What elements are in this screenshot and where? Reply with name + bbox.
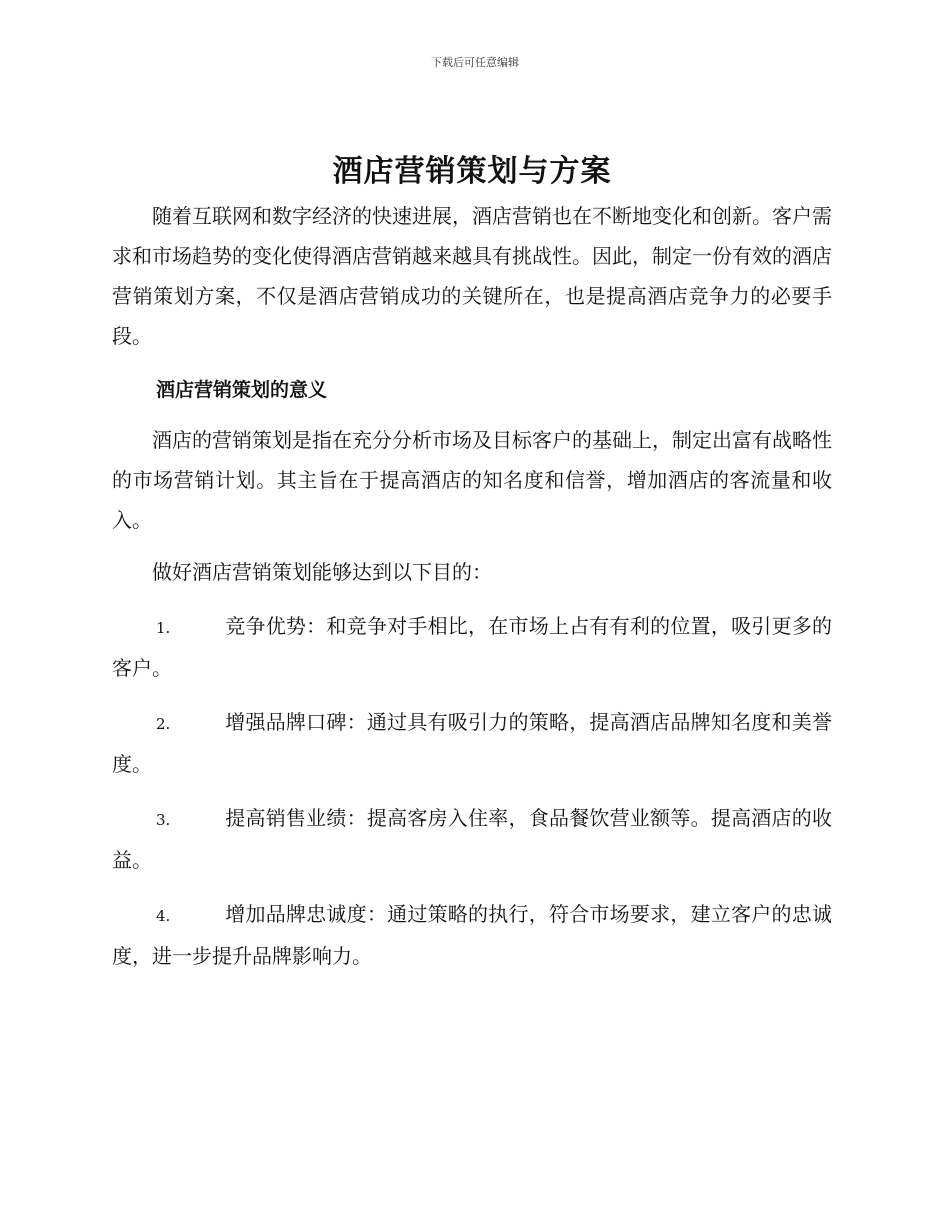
list-item [112,606,832,688]
goals-list [112,606,832,976]
list-item-number: 2. [156,715,171,733]
list-item-number: 3. [156,811,171,829]
header-note: 下载后可任意编辑 [431,56,519,69]
section-heading: 酒店营销策划的意义 [156,379,328,401]
list-item-text: 提高销售业绩：提高客房入住率，食品餐饮营业额等。提高酒店的收益。 [112,806,832,872]
section-paragraph: 酒店的营销策划是指在充分分析市场及目标客户的基础上，制定出富有战略性的市场营销计划。其主旨在于提高酒店的知名度和信誉，增加酒店的客流量和收入。 [112,428,832,532]
list-item [112,894,832,976]
list-item-number: 1. [156,619,171,637]
intro-paragraph: 随着互联网和数字经济的快速进展，酒店营销也在不断地变化和创新。客户需求和市场趋势的变化使得酒店营销越来越具有挑战性。因此，制定一份有效的酒店营销策划方案，不仅是酒店营销成功的关键所在，也是提高酒店竞争力的必要手段。 [112,204,832,348]
document-title: 酒店营销策划与方案 [332,154,612,189]
list-item-text: 竞争优势：和竞争对手相比，在市场上占有有利的位置，吸引更多的客户。 [112,614,832,680]
list-item-number: 4. [156,907,171,925]
goals-intro: 做好酒店营销策划能够达到以下目的： [152,560,492,584]
list-item-text: 增强品牌口碑：通过具有吸引力的策略，提高酒店品牌知名度和美誉度。 [112,710,832,776]
list-item [112,798,832,880]
list-item-text: 增加品牌忠诚度：通过策略的执行，符合市场要求，建立客户的忠诚度，进一步提升品牌影响力。 [112,902,832,968]
list-item [112,702,832,784]
document-body [112,150,832,976]
